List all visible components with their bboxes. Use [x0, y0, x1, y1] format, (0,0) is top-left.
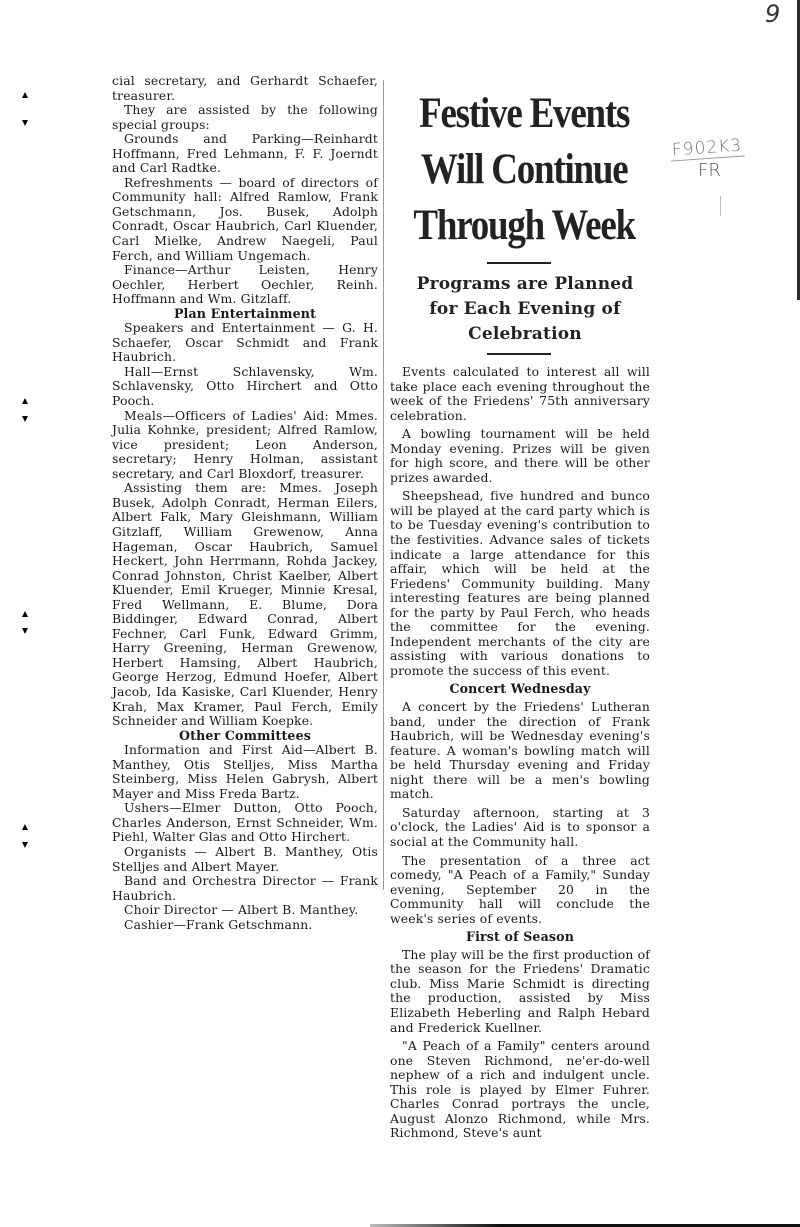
headline-line: Festive Events: [419, 90, 630, 137]
section-subhead: First of Season: [465, 929, 575, 945]
paragraph: Sheepshead, five hundred and bunco will be played at the card party which is to be Tuesday evening's contribution to the festivities. Advance sales of tickets indicate a large attendance for this affair, which will be held at the Friedens' Community building. Many interesting features are being planned for the party by Paul Ferch, who heads the committee for the evening. Independent merchants of the city are assisting with various donations to promote the success of this event.: [390, 488, 650, 678]
deck-line: Celebration: [468, 324, 582, 344]
section-subhead: Other Committees: [179, 727, 311, 743]
headline-line: Through Week: [413, 202, 635, 249]
deck: [384, 272, 654, 347]
left-column: [112, 74, 378, 932]
paragraph: Meals—Officers of Ladies' Aid: Mmes. Julia Kohnke, president; Alfred Ramlow, vice president; Leon Anderson, secretary; Henry Holman, assistant secretary, and Carl Bloxdorf, treasurer.: [112, 407, 378, 481]
article-column: [384, 86, 654, 1145]
handwritten-catalog-code: F902K3: [669, 135, 744, 161]
margin-marker-up-icon: [22, 92, 28, 98]
paragraph: Hall—Ernst Schlavensky, Wm. Schlavensky, Otto Hirchert and Otto Pooch.: [112, 363, 378, 409]
pencil-tick: [720, 196, 721, 216]
handwritten-page-number: 9: [765, 0, 781, 28]
headline-line: Will Continue: [420, 146, 628, 193]
paragraph: Saturday afternoon, starting at 3 o'clock, the Ladies' Aid is to sponsor a social at the Community hall.: [390, 804, 650, 849]
handwritten-catalog-sub: FR: [698, 160, 721, 181]
paragraph: Information and First Aid—Albert B. Manthey, Otis Stelljes, Miss Martha Steinberg, Miss Helen Gabrysh, Albert Mayer and Miss Freda Bartz.: [112, 742, 378, 801]
margin-marker-down-icon: [22, 842, 28, 848]
paragraph: They are assisted by the following special groups:: [112, 102, 378, 132]
paragraph: Choir Director — Albert B. Manthey.: [124, 902, 359, 918]
section-subhead: Concert Wednesday: [449, 681, 591, 697]
paragraph: Ushers—Elmer Dutton, Otto Pooch, Charles Anderson, Ernst Schneider, Wm. Piehl, Walter Glas and Otto Hirchert.: [112, 800, 378, 845]
margin-marker-down-icon: [22, 120, 28, 126]
paragraph: A concert by the Friedens' Lutheran band, under the direction of Frank Haubrich, will be Wednesday evening's feature. A woman's bowling match will be held Thursday evening and Friday night there will be a men's bowling match.: [390, 699, 650, 802]
deck-rule: [487, 353, 551, 355]
section-subhead: Plan Entertainment: [173, 305, 317, 321]
paragraph: Organists — Albert B. Manthey, Otis Stelljes and Albert Mayer.: [112, 843, 378, 874]
paragraph: Cashier—Frank Getschmann.: [124, 916, 313, 932]
paragraph-continued: cial secretary, and Gerhardt Schaefer, treasurer.: [112, 73, 378, 103]
paragraph: The presentation of a three act comedy, "A Peach of a Family," Sunday evening, September 20 in the Community hall will conclude the week's series of events.: [390, 852, 650, 926]
article-body: [384, 365, 654, 1141]
paragraph: Speakers and Entertainment — G. H. Schaefer, Oscar Schmidt and Frank Haubrich.: [112, 320, 378, 365]
paragraph: Band and Orchestra Director — Frank Haubrich.: [112, 873, 378, 903]
paragraph: The play will be the first production of the season for the Friedens' Dramatic club. Miss Marie Schmidt is directing the production, assisted by Miss Elizabeth Heberling and Ralph Hebard and Frederick Kuellner.: [390, 946, 650, 1035]
margin-marker-up-icon: [22, 611, 28, 617]
paragraph: Events calculated to interest all will take place each evening throughout the week of the Friedens' 75th anniversary celebration.: [390, 364, 650, 423]
paragraph: Grounds and Parking—Reinhardt Hoffmann, Fred Lehmann, F. F. Joerndt and Carl Radtke.: [112, 131, 378, 176]
headline: [384, 86, 654, 254]
paragraph: Finance—Arthur Leisten, Henry Oechler, Herbert Oechler, Reinh. Hoffmann and Wm. Gitzlaff.: [112, 262, 378, 307]
deck-line: Programs are Planned: [416, 274, 634, 294]
margin-marker-down-icon: [22, 416, 28, 422]
margin-marker-down-icon: [22, 628, 28, 634]
headline-rule: [487, 262, 551, 264]
paragraph: "A Peach of a Family" centers around one Steven Richmond, ne'er-do-well nephew of a rich and indulgent uncle. This role is played by Elmer Fuhrer. Charles Conrad portrays the uncle, August Alonzo Richmond, while Mrs. Richmond, Steve's aunt: [390, 1038, 650, 1141]
paragraph: Refreshments — board of directors of Community hall: Alfred Ramlow, Frank Getschmann, Jos. Busek, Adolph Conradt, Oscar Haubrich, Carl Kluender, Carl Mielke, Andrew Naegeli, Paul Ferch, and William Ungemach.: [112, 174, 378, 263]
paragraph: A bowling tournament will be held Monday evening. Prizes will be given for high score, and there will be other prizes awarded.: [390, 426, 650, 485]
margin-marker-up-icon: [22, 398, 28, 404]
margin-marker-up-icon: [22, 824, 28, 830]
deck-line: for Each Evening of: [429, 299, 621, 319]
paragraph: Assisting them are: Mmes. Joseph Busek, Adolph Conradt, Herman Eilers, Albert Falk, Mary Gleishmann, William Gitzlaff, William Grewenow, Anna Hageman, Oscar Haubrich, Samuel Heckert, John Herrmann, Rohda Jackey, Conrad Johnston, Christ Kaelber, Albert Kluender, Emil Krueger, Minnie Kresal, Fred Wellmann, E. Blume, Dora Biddinger, Edward Conrad, Albert Fechner, Carl Funk, Edward Grimm, Harry Greening, Herman Grewenow, Herbert Hamsing, Albert Haubrich, George Herzog, Edmund Hoefer, Albert Jacob, Ida Kasiske, Carl Kluender, Henry Krah, Max Kramer, Paul Ferch, Emily Schneider and William Koepke.: [112, 480, 378, 729]
